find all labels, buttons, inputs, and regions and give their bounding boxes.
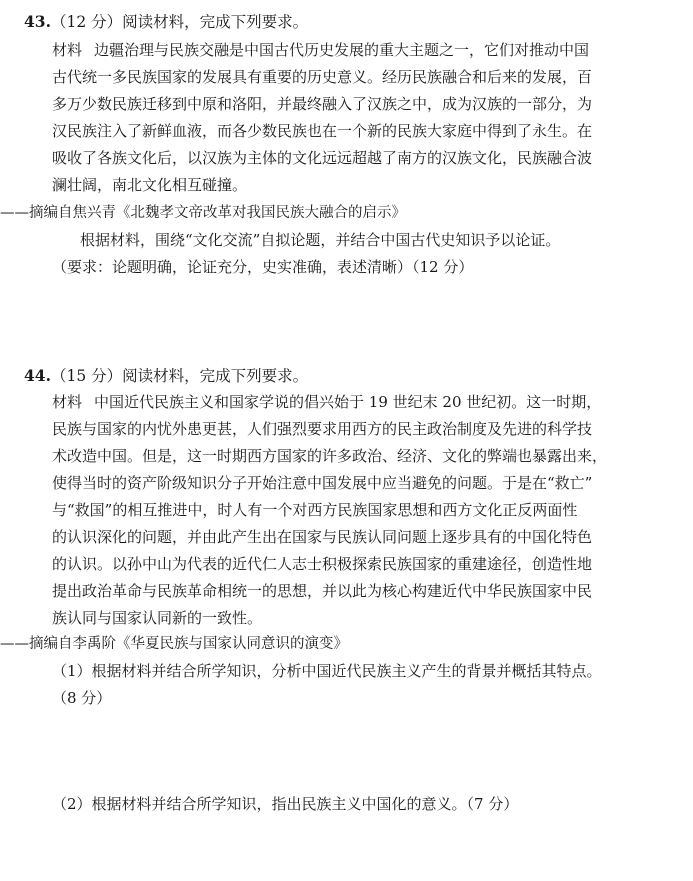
q44-text-line: 民族与国家的内忧外患更甚，人们强烈要求用西方的民主政治制度及先进的科学技 (52, 420, 593, 438)
q44-material-label: 材料 (52, 393, 83, 411)
q44-material-line-1 (52, 392, 601, 412)
q43-material-line-1 (52, 40, 589, 60)
q44-text-line: 提出政治革命与民族革命相统一的思想，并以此为核心构建近代中华民族国家中民 (52, 582, 593, 600)
q44-number: 44. (24, 366, 51, 385)
q44-sub1-line: （1）根据材料并结合所学知识，分析中国近代民族主义产生的背景并概括其特点。 (52, 662, 602, 680)
q44-text-line: 的认识深化的问题，并由此产生出在国家与民族认同问题上逐步具有的中国化特色 (52, 528, 593, 546)
q43-text-line: 汉民族注入了新鲜血液，而各少数民族也在一个新的民族大家庭中得到了永生。在 (52, 122, 593, 140)
q43-header (24, 12, 308, 32)
q44-source: ——摘编自李禹阶《华夏民族与国家认同意识的演变》 (0, 636, 348, 652)
q44-text-line: 使得当时的资产阶级知识分子开始注意中国发展中应当避免的问题。于是在“救亡” (52, 474, 593, 492)
q44-instruction: 阅读材料，完成下列要求。 (122, 367, 309, 385)
q44-text-line: 中国近代民族主义和国家学说的倡兴始于 19 世纪末 20 世纪初。这一时期， (94, 393, 602, 411)
q43-score: （12 分） (50, 13, 123, 31)
q43-instruction: 阅读材料，完成下列要求。 (122, 13, 309, 31)
q44-text-line: 术改造中国。但是，这一时期西方国家的许多政治、经济、文化的弊端也暴露出来， (52, 447, 608, 465)
q44-sub2-line: （2）根据材料并结合所学知识，指出民族主义中国化的意义。（7 分） (52, 795, 519, 813)
q43-text-line: 古代统一多民族国家的发展具有重要的历史意义。经历民族融合和后来的发展，百 (52, 68, 593, 86)
q44-header (24, 366, 308, 386)
q44-text-line: 的认识。以孙中山为代表的近代仁人志士积极探索民族国家的重建途径，创造性地 (52, 555, 593, 573)
q43-material-label: 材料 (52, 41, 83, 59)
q43-text-line: 多万少数民族迁移到中原和洛阳，并最终融入了汉族之中，成为汉族的一部分，为 (52, 95, 593, 113)
q43-number: 43. (24, 12, 51, 31)
q43-task-line: （要求：论题明确，论证充分，史实准确，表述清晰）（12 分） (52, 258, 474, 276)
q44-score: （15 分） (50, 367, 123, 385)
q44-text-line: 族认同与国家认同新的一致性。 (52, 609, 263, 627)
q43-text-line: 澜壮阔，南北文化相互碰撞。 (52, 176, 248, 194)
q44-sub1-score: （8 分） (52, 689, 112, 707)
q43-source: ——摘编自焦兴青《北魏孝文帝改革对我国民族大融合的启示》 (0, 205, 406, 221)
q44-text-line: 与“救国”的相互推进中，时人有一个对西方民族国家思想和西方文化正反两面性 (52, 501, 578, 519)
q43-task-line: 根据材料，围绕“文化交流”自拟论题，并结合中国古代史知识予以论证。 (80, 231, 561, 249)
q43-text-line: 吸收了各族文化后，以汉族为主体的文化远远超越了南方的汉族文化，民族融合波 (52, 149, 593, 167)
q43-text-line: 边疆治理与民族交融是中国古代历史发展的重大主题之一，它们对推动中国 (94, 41, 590, 59)
